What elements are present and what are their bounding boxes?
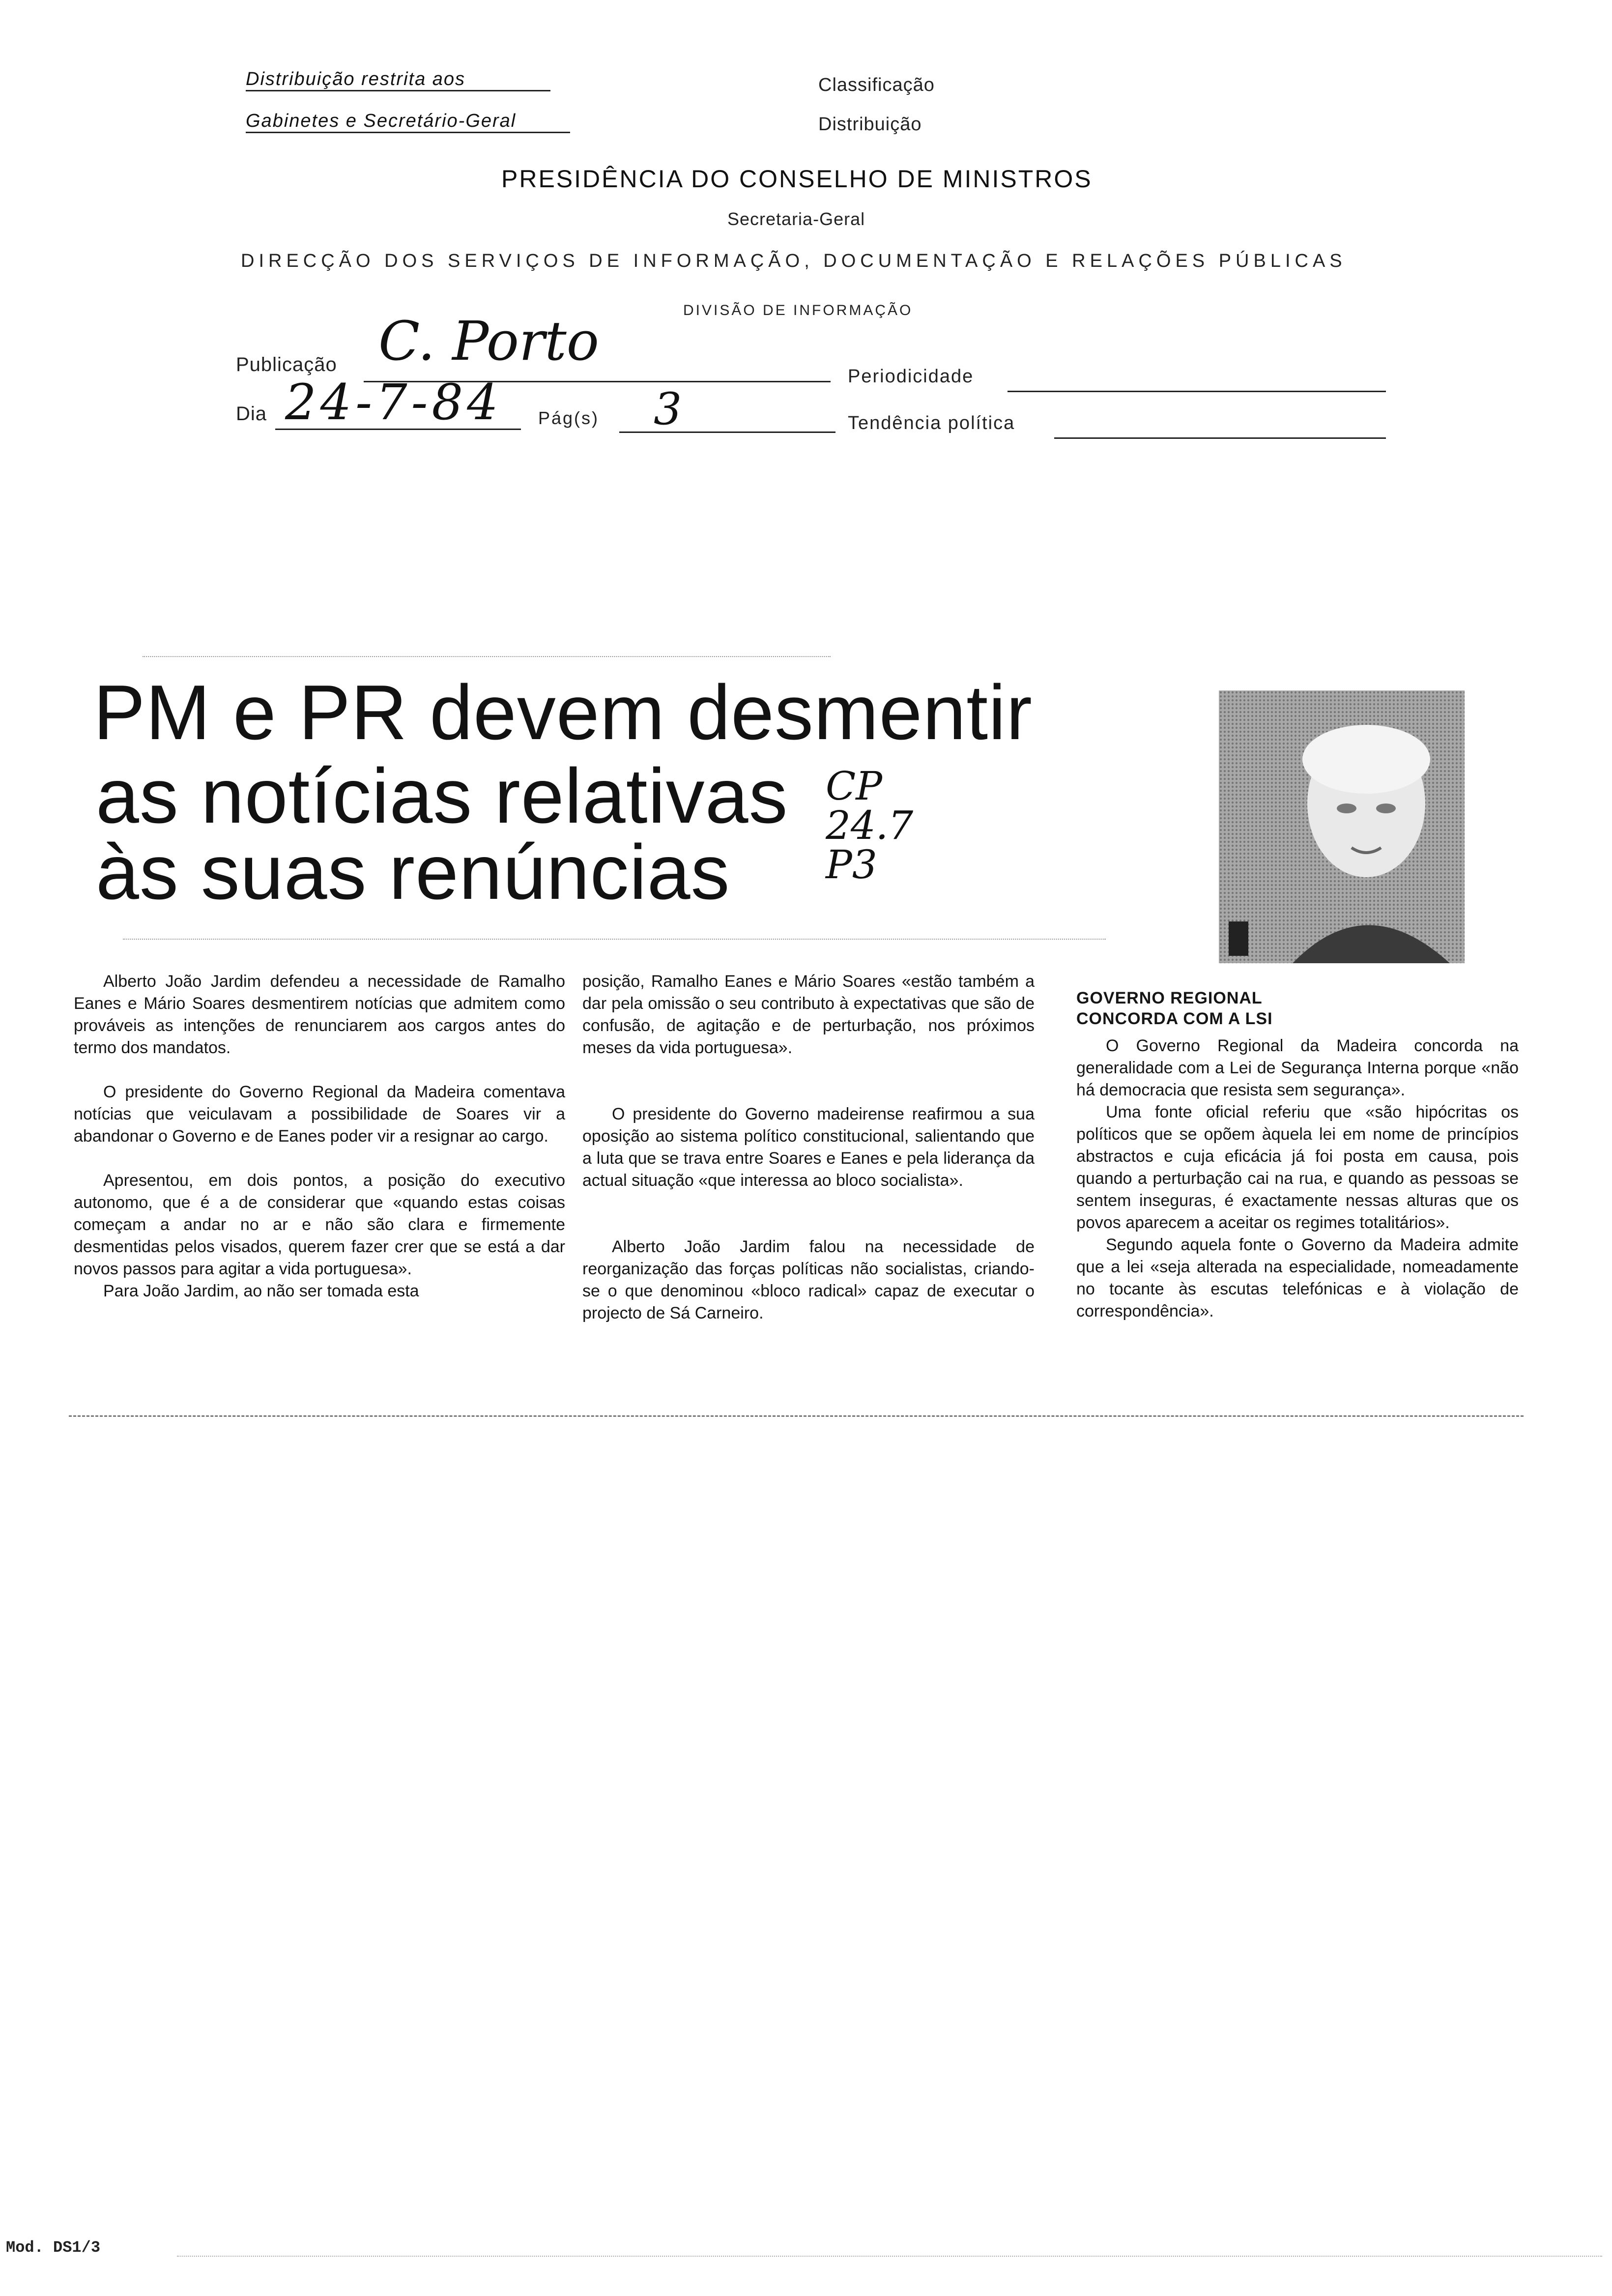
dia-rule [275,429,521,430]
col2-paragraph: Alberto João Jardim falou na necessidade de reorganização das forças políticas não socialistas, criando-se o que denominou «bloco radical» capaz de executar o projecto de Sá Carneiro. [582,1237,1035,1322]
col2-paragraph: posição, Ramalho Eanes e Mário Soares «estão também a dar pela omissão o seu contributo à expectativas que são de confusão, de agitação e de perturbação, nos próximos meses da vida portuguesa». [582,972,1035,1057]
article-column-3 [1076,988,1519,1322]
headline-bottom-noise [123,939,1106,940]
portrait-photo-graphic [1219,690,1465,963]
pags-rule [619,431,835,433]
restricted-distribution-line1: Distribuição restrita aos [246,69,550,91]
portrait-photo [1219,690,1465,963]
publicacao-label: Publicação [236,354,337,375]
presidencia-heading: PRESIDÊNCIA DO CONSELHO DE MINISTROS [501,165,1093,193]
direccao-servicos: DIRECÇÃO DOS SERVIÇOS DE INFORMAÇÃO, DOCUMENTAÇÃO E RELAÇÕES PÚBLICAS [241,251,1347,271]
publicacao-handwritten: C. Porto [378,310,599,373]
article-column-2 [582,971,1035,1324]
col1-paragraph: Apresentou, em dois pontos, a posição do executivo autonomo, que é a de considerar que «quando estas coisas começam a andar no ar e não são clara e firmemente desmentidas pelos visados, querem fazer crer que se está a dar novos passos para agitar a vida portuguesa». [74,1171,565,1278]
pags-handwritten: 3 [654,383,682,435]
form-code: Mod. DS1/3 [6,2239,101,2257]
periodicidade-label: Periodicidade [848,366,974,387]
classificacao-label: Classificação [818,75,935,95]
col3-paragraph: Uma fonte oficial referiu que «são hipócritas os políticos que se opõem àquela lei em nome de princípios abstractos e cuja eficácia já foi posta em causa, pois quando a perturbação cai na rua, e quando as pessoas se sentem inseguras, é exactamente nessas alturas que os povos aparecem a aceitar os regimes totalitários». [1076,1103,1519,1232]
restricted-distribution-line2: Gabinetes e Secretário-Geral [246,111,570,133]
pags-label: Pág(s) [538,408,600,428]
col1-paragraph: Para João Jardim, ao não ser tomada esta [103,1282,419,1300]
col3-paragraph: O Governo Regional da Madeira concorda na generalidade com a Lei de Segurança Interna porque «não há democracia que resista sem segurança». [1076,1036,1519,1099]
col3-paragraph: Segundo aquela fonte o Governo da Madeira admite que a lei «seja alterada na especialidade, nomeadamente no tocante às escutas telefónicas e à violação de correspondência». [1076,1235,1519,1320]
footer-noise [177,2256,1602,2257]
col1-paragraph: Alberto João Jardim defendeu a necessidade de Ramalho Eanes e Mário Soares desmentirem notícias que admitem como prováveis as intenções de renunciarem aos cargos antes do termo dos mandatos. [74,972,565,1057]
dia-label: Dia [236,403,267,425]
dia-handwritten: 24-7-84 [285,373,502,431]
clipping-bottom-edge [69,1415,1524,1417]
tendencia-rule [1054,437,1386,439]
headline-line3: às suas renúncias [96,829,730,916]
secretaria-geral: Secretaria-Geral [727,209,865,229]
distribuicao-label: Distribuição [818,114,922,135]
col3-subhead-line1: GOVERNO REGIONAL [1076,989,1263,1007]
periodicidade-rule [1008,391,1386,392]
col1-paragraph: O presidente do Governo Regional da Madeira comentava notícias que veiculavam a possibilidade de Soares vir a abandonar o Governo e de Eanes poder vir a resignar ao cargo. [74,1083,565,1146]
clipping-top-noise [143,656,831,657]
tendencia-label: Tendência política [848,413,1015,433]
article-column-1 [74,971,565,1302]
handwritten-annotation: CP 24.7 P3 [826,763,914,888]
divisao-informacao: DIVISÃO DE INFORMAÇÃO [683,302,913,318]
headline-line1: PM e PR devem desmentir [93,669,1033,756]
col2-paragraph: O presidente do Governo madeirense reafirmou a sua oposição ao sistema político constitucional, salientando que a luta que se trava entre Soares e Eanes e pela liderança da actual situação «que interessa ao bloco socialista». [582,1105,1035,1190]
headline-line2: as notícias relativas [96,753,788,839]
col3-subhead-line2: CONCORDA COM A LSI [1076,1009,1273,1028]
